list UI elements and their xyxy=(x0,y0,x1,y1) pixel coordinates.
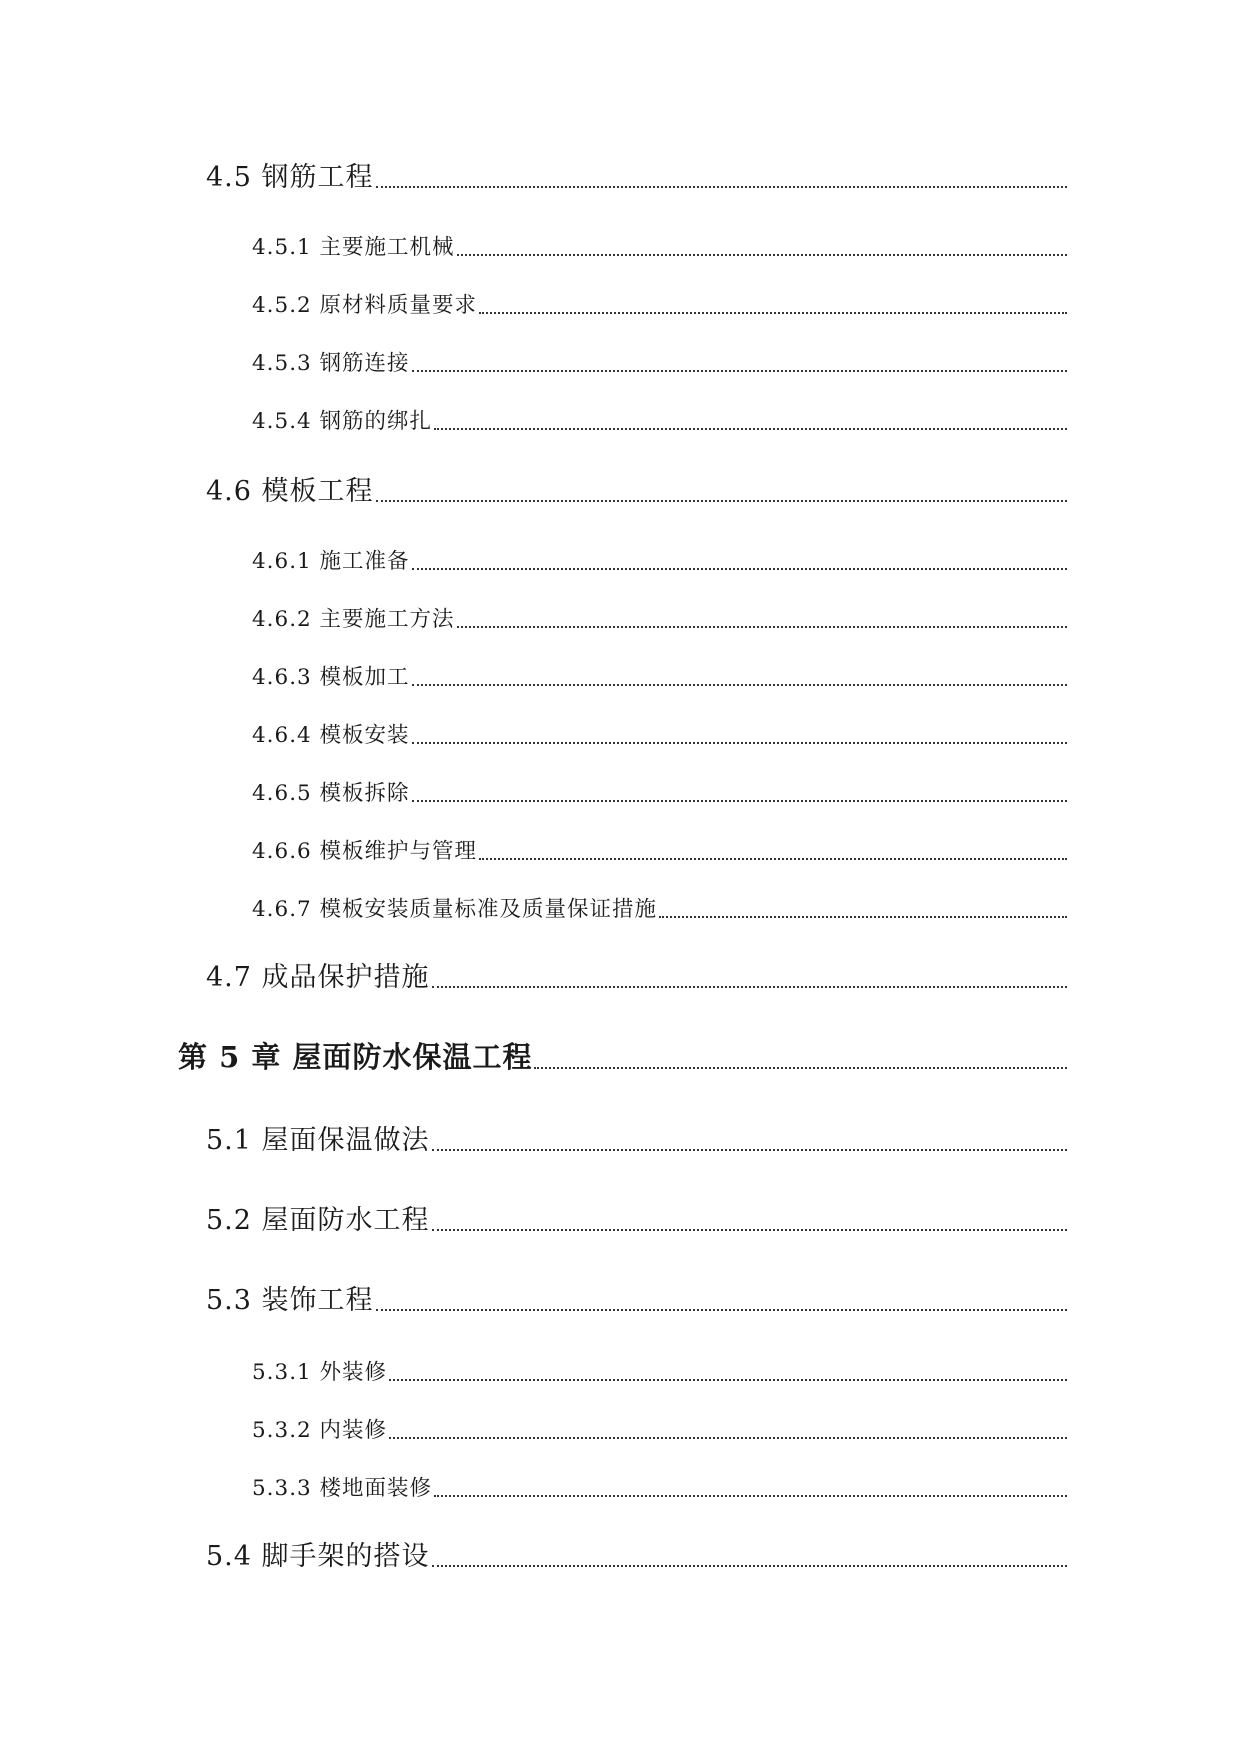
dot-leader xyxy=(434,428,1067,430)
toc-entry-title: 4.5.1 主要施工机械 xyxy=(252,235,455,260)
toc-entry-title: 4.5 钢筋工程 xyxy=(206,162,374,193)
toc-entry-4-6-2[interactable] xyxy=(252,609,1067,631)
toc-entry-4-7[interactable] xyxy=(206,964,1067,991)
dot-leader xyxy=(412,568,1067,570)
toc-entry-title: 4.6.7 模板安装质量标准及质量保证措施 xyxy=(252,897,658,922)
toc-entry-title: 5.3.1 外装修 xyxy=(252,1360,388,1385)
dot-leader xyxy=(479,312,1067,314)
toc-entry-chapter-5[interactable] xyxy=(178,1040,1067,1074)
toc-entry-title: 5.2 屋面防水工程 xyxy=(206,1205,430,1236)
toc-entry-4-5-2[interactable] xyxy=(252,295,1067,317)
toc-entry-title: 5.1 屋面保温做法 xyxy=(206,1125,430,1156)
toc-entry-title: 4.6.6 模板维护与管理 xyxy=(252,839,478,864)
toc-entry-4-6-6[interactable] xyxy=(252,841,1067,863)
toc-entry-4-6-3[interactable] xyxy=(252,667,1067,689)
toc-entry-title: 4.7 成品保护措施 xyxy=(206,962,430,993)
dot-leader xyxy=(412,742,1067,744)
toc-entry-title: 4.5.3 钢筋连接 xyxy=(252,351,410,376)
toc-entry-5-2[interactable] xyxy=(206,1207,1067,1234)
dot-leader xyxy=(434,1495,1067,1497)
toc-entry-4-6[interactable] xyxy=(206,478,1067,505)
dot-leader xyxy=(412,684,1067,686)
toc-entry-title: 4.6.5 模板拆除 xyxy=(252,781,410,806)
dot-leader xyxy=(432,1565,1067,1567)
dot-leader xyxy=(432,1229,1067,1231)
dot-leader xyxy=(432,986,1067,988)
toc-entry-4-6-1[interactable] xyxy=(252,551,1067,573)
toc-entry-title: 5.3.3 楼地面装修 xyxy=(252,1476,433,1501)
toc-entry-4-5-4[interactable] xyxy=(252,411,1067,433)
toc-entry-title: 4.6 模板工程 xyxy=(206,476,374,507)
dot-leader xyxy=(412,370,1067,372)
toc-entry-4-6-7[interactable] xyxy=(252,899,1067,921)
toc-entry-5-3-1[interactable] xyxy=(252,1362,1067,1384)
toc-entry-title: 第 5 章 屋面防水保温工程 xyxy=(178,1040,533,1074)
toc-entry-5-1[interactable] xyxy=(206,1127,1067,1154)
toc-entry-4-5-1[interactable] xyxy=(252,237,1067,259)
dot-leader xyxy=(659,916,1067,918)
toc-entry-title: 5.3 装饰工程 xyxy=(206,1285,374,1316)
dot-leader xyxy=(376,1309,1067,1311)
toc-entry-4-5[interactable] xyxy=(206,164,1067,191)
toc-entry-title: 4.6.3 模板加工 xyxy=(252,665,410,690)
toc-entry-title: 5.3.2 内装修 xyxy=(252,1418,388,1443)
toc-entry-4-6-5[interactable] xyxy=(252,783,1067,805)
dot-leader xyxy=(432,1149,1067,1151)
toc-entry-5-3-2[interactable] xyxy=(252,1420,1067,1442)
toc-entry-5-3-3[interactable] xyxy=(252,1478,1067,1500)
toc-entry-title: 5.4 脚手架的搭设 xyxy=(206,1541,430,1572)
dot-leader xyxy=(412,800,1067,802)
toc-entry-4-5-3[interactable] xyxy=(252,353,1067,375)
toc-entry-title: 4.5.2 原材料质量要求 xyxy=(252,293,478,318)
dot-leader xyxy=(376,500,1067,502)
toc-entry-5-3[interactable] xyxy=(206,1287,1067,1314)
toc-entry-title: 4.6.4 模板安装 xyxy=(252,723,410,748)
toc-entry-5-4[interactable] xyxy=(206,1543,1067,1570)
dot-leader xyxy=(457,626,1067,628)
dot-leader xyxy=(534,1067,1067,1069)
toc-entry-title: 4.6.1 施工准备 xyxy=(252,549,410,574)
dot-leader xyxy=(479,858,1067,860)
toc-entry-title: 4.6.2 主要施工方法 xyxy=(252,607,455,632)
toc-entry-4-6-4[interactable] xyxy=(252,725,1067,747)
dot-leader xyxy=(376,186,1067,188)
dot-leader xyxy=(389,1379,1067,1381)
dot-leader xyxy=(389,1437,1067,1439)
toc-entry-title: 4.5.4 钢筋的绑扎 xyxy=(252,409,433,434)
dot-leader xyxy=(457,254,1067,256)
